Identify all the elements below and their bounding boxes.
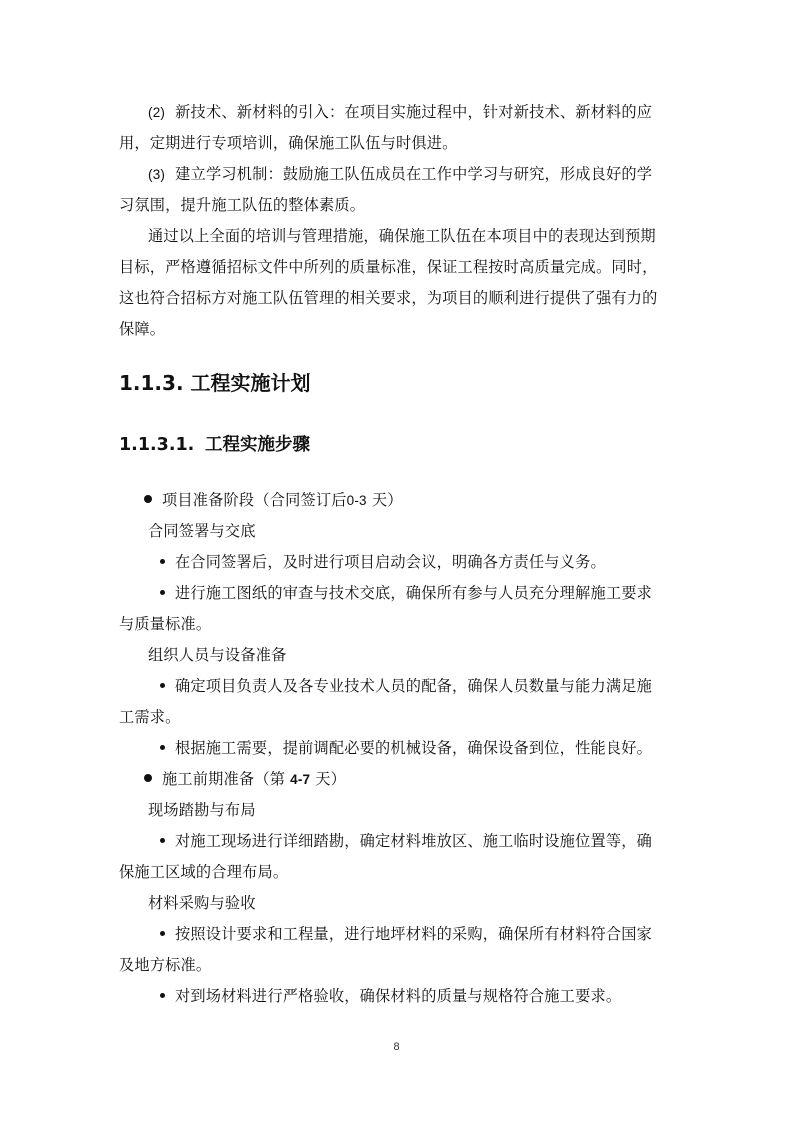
phase-2-item: 施工前期准备（第 4-7 天） [144,769,346,790]
sub-2-title: 组织人员与设备准备 [148,646,287,664]
summary-line-3: 这也符合招标方对施工队伍管理的相关要求，为项目的顺利进行提供了强有力的 [119,289,658,307]
heading-title: 工程实施计划 [190,371,311,395]
sub-2-item-1-line-2: 工需求。 [119,708,181,726]
phase-1-item: 项目准备阶段（合同签订后0-3 天） [144,490,403,511]
sub-4-item-1-line-1: 按照设计要求和工程量，进行地坪材料的采购，确保所有材料符合国家 [160,924,652,944]
paragraph-3-line-1: (3) 建立学习机制：鼓励施工队伍成员在工作中学习与研究，形成良好的学 [148,165,653,183]
bullet-icon [144,495,152,503]
summary-line-1: 通过以上全面的培训与管理措施，确保施工队伍在本项目中的表现达到预期 [148,227,656,245]
heading-number: 1.1.3. [119,371,184,395]
bullet-icon [160,993,165,998]
sub-2-item-2: 根据施工需要，提前调配必要的机械设备，确保设备到位，性能良好。 [160,738,652,758]
heading-title: 工程实施步骤 [205,435,310,455]
sub-1-item-2-line-2: 与质量标准。 [119,615,212,633]
heading-level-3 [119,370,311,396]
bullet-icon [160,745,165,750]
summary-line-2: 目标，严格遵循招标文件中所列的质量标准，保证工程按时高质量完成。同时， [119,258,658,276]
bullet-icon [144,774,152,782]
summary-line-4: 保障。 [119,320,166,338]
sub-4-item-2: 对到场材料进行严格验收，确保材料的质量与规格符合施工要求。 [160,986,621,1006]
paragraph-3-line-2: 习氛围，提升施工队伍的整体素质。 [119,196,366,214]
sub-4-title: 材料采购与验收 [148,894,256,912]
bullet-icon [160,683,165,688]
bullet-icon [160,931,165,936]
sub-4-item-1-line-2: 及地方标准。 [119,956,212,974]
sub-1-item-1: 在合同签署后，及时进行项目启动会议，明确各方责任与义务。 [160,552,606,572]
sub-1-title: 合同签署与交底 [148,522,256,540]
sub-3-item-1-line-1: 对施工现场进行详细踏勘，确定材料堆放区、施工临时设施位置等，确 [160,831,652,851]
heading-level-4 [119,433,310,457]
sub-3-title: 现场踏勘与布局 [148,801,256,819]
bullet-icon [160,590,165,595]
page-number: 8 [393,1041,400,1053]
sub-2-item-1-line-1: 确定项目负责人及各专业技术人员的配备，确保人员数量与能力满足施 [160,676,652,696]
paragraph-2-line-2: 用，定期进行专项培训，确保施工队伍与时俱进。 [119,134,458,152]
paragraph-2-line-1: (2) 新技术、新材料的引入：在项目实施过程中，针对新技术、新材料的应 [148,103,653,121]
list-number: (3) [148,167,166,182]
sub-1-item-2-line-1: 进行施工图纸的审查与技术交底，确保所有参与人员充分理解施工要求 [160,583,652,603]
bullet-icon [160,838,165,843]
bullet-icon [160,559,165,564]
sub-3-item-1-line-2: 保施工区域的合理布局。 [119,863,289,881]
heading-number: 1.1.3.1. [119,435,195,455]
list-number: (2) [148,105,166,120]
